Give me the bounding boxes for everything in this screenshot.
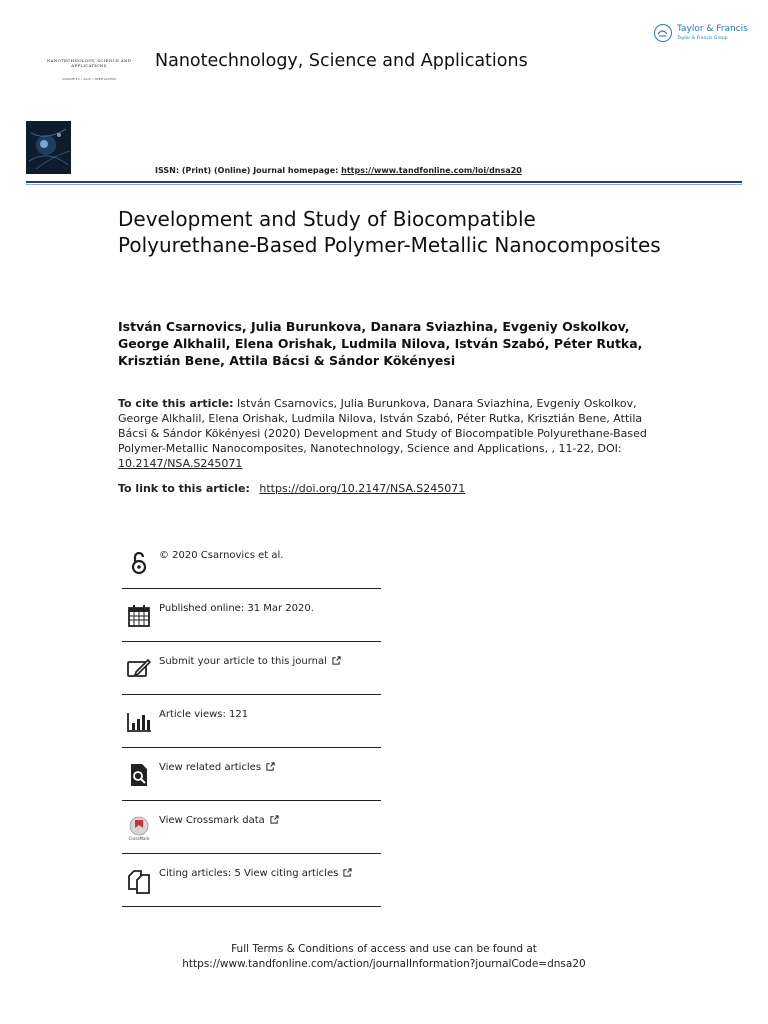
publisher-group: Taylor & Francis Group [677,36,728,41]
citing-row[interactable] [122,854,381,907]
bar-chart-icon [126,709,152,735]
calendar-icon [126,603,152,629]
citation-block [118,396,658,471]
citing-articles-link[interactable] [159,868,352,879]
crossmark-icon [126,815,152,841]
edit-icon [126,656,152,682]
article-authors: István Csarnovics, Julia Burunkova, Danara Sviazhina, Evgeniy Oskolkov, George Alkhalil, Elena Orishak, Ludmila Nilova, István Szabó, Péter Rutka, Krisztián Bene, Attila Bácsi & Sándor Kökényesi [118,319,643,368]
citation-label: To cite this article: [118,397,234,410]
crossmark-link[interactable] [159,815,279,826]
external-link-icon [266,762,275,771]
submit-label: Submit your article to this journal [159,656,327,667]
journal-homepage-link[interactable]: https://www.tandfonline.com/loi/dnsa20 [341,166,522,175]
issn-label: ISSN: (Print) (Online) Journal homepage: [155,166,342,175]
publisher-logo[interactable] [654,22,749,46]
article-info-list [122,536,381,907]
citation-doi-link[interactable]: 10.2147/NSA.S245071 [118,457,243,470]
issn-homepage-line [155,166,522,175]
article-link-block [118,482,658,495]
open-access-icon [126,550,152,576]
citing-articles-icon [126,868,152,894]
published-row [122,589,381,642]
related-label: View related articles [159,762,262,773]
views-row [122,695,381,748]
external-link-icon [332,656,341,665]
publisher-logo-icon [654,24,672,42]
article-title: Development and Study of Biocompatible Polyurethane-Based Polymer-Metallic Nanocomposites [118,207,661,257]
related-articles-link[interactable] [159,762,275,773]
terms-footer [0,942,768,972]
license-row [122,536,381,589]
publisher-name: Taylor & Francis [677,24,748,34]
journal-cover-logo-text: NANOTECHNOLOGY, SCIENCE AND APPLICATIONS [46,58,132,68]
journal-cover-logo-subtext: VOLUME 13 • 2020 • OPEN ACCESS [62,77,116,81]
submit-link[interactable] [159,656,341,667]
link-label: To link to this article: [118,482,250,495]
citation-text: István Csarnovics, Julia Burunkova, Danara Sviazhina, Evgeniy Oskolkov, George Alkhalil, Elena Orishak, Ludmila Nilova, István Szabó, Péter Rutka, Krisztián Bene, Attila Bácsi & Sándor Kökényesi (2020) Development and Study of Biocompatible Polyurethane-Based Polymer-Metallic Nanocomposites, Nanotechnology, Science and Applications, , 11-22, DOI: [118,397,647,455]
terms-text: Full Terms & Conditions of access and use can be found at [231,943,537,955]
header-divider-thin [26,184,742,185]
search-document-icon [126,762,152,788]
related-row[interactable] [122,748,381,801]
header-divider [26,181,742,183]
svg-text:CrossMark: CrossMark [128,836,150,841]
published-date: Published online: 31 Mar 2020. [159,603,314,614]
citing-label: Citing articles: 5 View citing articles [159,868,339,879]
crossmark-label: View Crossmark data [159,815,265,826]
article-doi-link[interactable]: https://doi.org/10.2147/NSA.S245071 [259,482,466,495]
journal-name[interactable]: Nanotechnology, Science and Applications [155,51,528,71]
external-link-icon [270,815,279,824]
external-link-icon [343,868,352,877]
journal-cover-image [26,121,71,174]
submit-row[interactable] [122,642,381,695]
terms-url[interactable]: https://www.tandfonline.com/action/journalInformation?journalCode=dnsa20 [182,958,586,970]
article-views: Article views: 121 [159,709,249,720]
crossmark-row[interactable] [122,801,381,854]
license-text: © 2020 Csarnovics et al. [159,550,284,561]
